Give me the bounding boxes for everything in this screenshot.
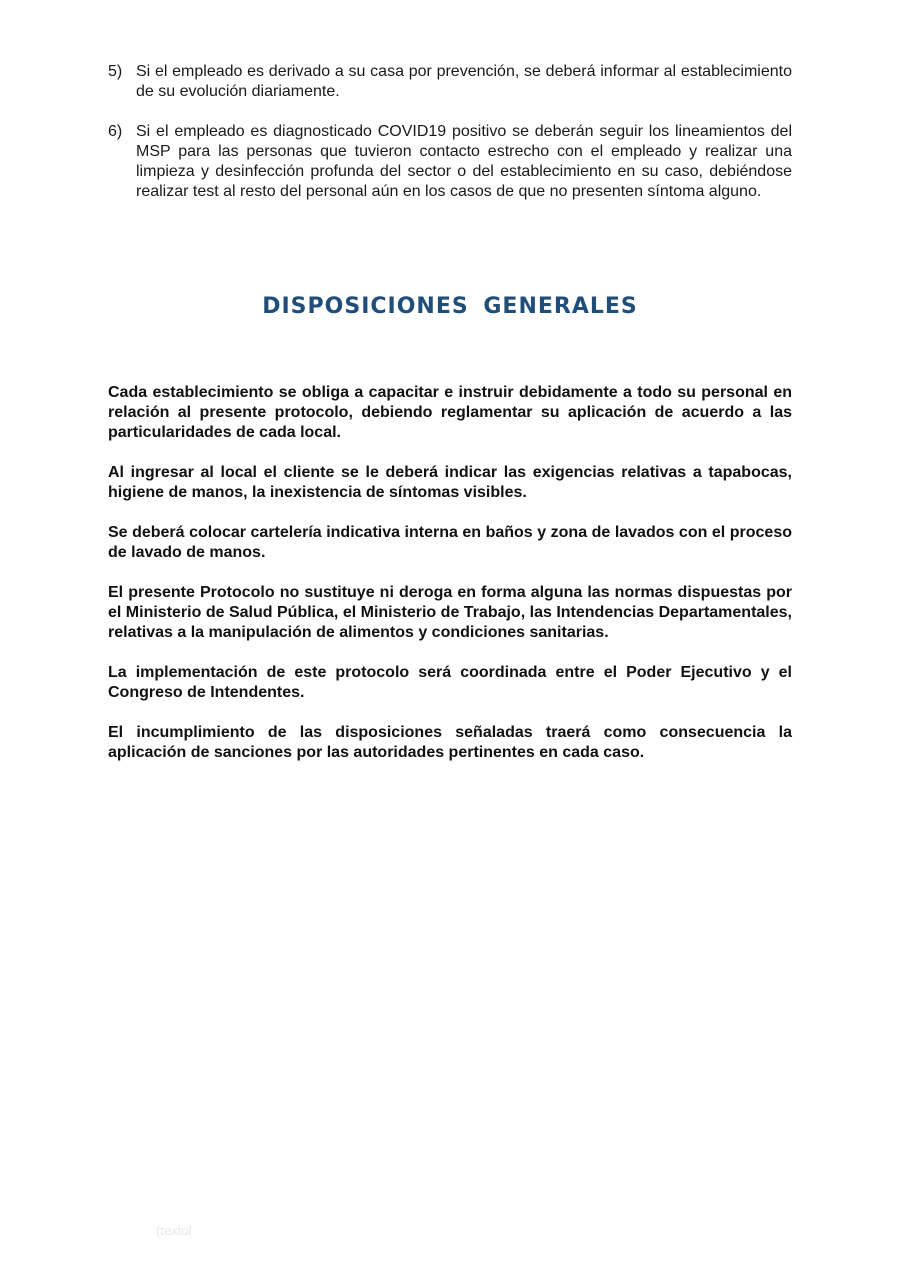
list-item — [108, 62, 792, 102]
paragraph: La implementación de este protocolo será coordinada entre el Poder Ejecutivo y el Congreso de Intendentes. — [108, 664, 792, 701]
paragraph: Cada establecimiento se obliga a capacitar e instruir debidamente a todo su personal en relación al presente protocolo, debiendo reglamentar su aplicación de acuerdo a las particularidades de cada local. — [108, 384, 792, 441]
paragraph: El incumplimiento de las disposiciones señaladas traerá como consecuencia la aplicación de sanciones por las autoridades pertinentes en cada caso. — [108, 724, 792, 761]
section-title: DISPOSICIONES GENERALES — [262, 294, 638, 319]
paragraph: El presente Protocolo no sustituye ni deroga en forma alguna las normas dispuestas por el Ministerio de Salud Pública, el Ministerio de Trabajo, las Intendencias Departamentales, relativas a la manipulación de alimentos y condiciones sanitarias. — [108, 584, 792, 641]
paragraph: Al ingresar al local el cliente se le deberá indicar las exigencias relativas a tapabocas, higiene de manos, la inexistencia de síntomas visibles. — [108, 464, 792, 501]
paragraph: Se deberá colocar cartelería indicativa interna en baños y zona de lavados con el proceso de lavado de manos. — [108, 524, 792, 561]
list-item-text: Si el empleado es diagnosticado COVID19 positivo se deberán seguir los lineamientos del MSP para las personas que tuvieron contacto estrecho con el empleado y realizar una limpieza y desinfección profunda del sector o del establecimiento en su caso, debiéndose realizar test al resto del personal aún en los casos de que no presenten síntoma alguno. — [136, 123, 792, 200]
numbered-list — [108, 62, 792, 202]
list-item-text: Si el empleado es derivado a su casa por prevención, se deberá informar al establecimiento de su evolución diariamente. — [136, 63, 792, 100]
general-provisions — [108, 383, 792, 783]
list-item — [108, 122, 792, 202]
footer-watermark: (textol — [156, 1223, 192, 1238]
list-item-number: 6) — [108, 123, 123, 140]
list-item-number: 5) — [108, 63, 123, 80]
